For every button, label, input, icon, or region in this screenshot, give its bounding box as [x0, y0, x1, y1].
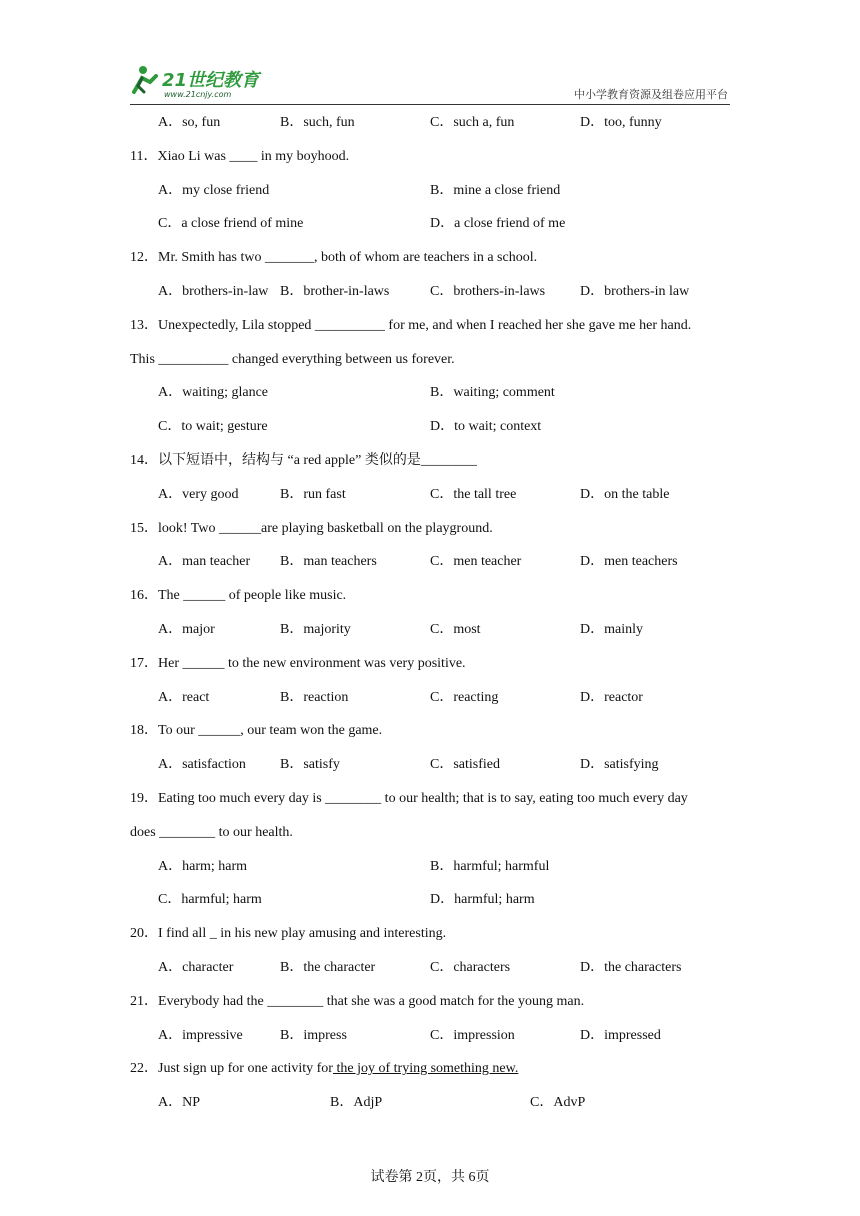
stem-text: 22．Just sign up for one activity for: [130, 1061, 333, 1077]
option-a: A．impressive: [158, 1027, 243, 1043]
option-a: A．react: [158, 689, 210, 705]
option-a: A．so, fun: [158, 115, 221, 130]
option-c: C．impression: [430, 1027, 515, 1043]
option-d: D．men teachers: [580, 554, 678, 570]
option-c: C．AdvP: [530, 1095, 586, 1111]
option-d: D．on the table: [580, 486, 670, 502]
question-11-stem: 11．Xiao Li was ____ in my boyhood.: [130, 148, 350, 164]
option-b: B．man teachers: [280, 554, 377, 570]
question-10-options: [158, 114, 738, 132]
question-13-stem: This __________ changed everything between us forever.: [130, 351, 455, 367]
question-16-options: [158, 621, 738, 639]
option-a: A．character: [158, 960, 234, 975]
question-20-stem: 20．I find all _ in his new play amusing and interesting.: [130, 926, 447, 942]
option-c: C．men teacher: [430, 554, 522, 570]
option-a: A．major: [158, 622, 215, 637]
option-b: D．harmful; harm: [430, 892, 535, 908]
question-13-options: [158, 384, 738, 402]
option-a: C．harmful; harm: [158, 892, 262, 908]
option-a: A．harm; harm: [158, 858, 248, 874]
question-18-stem: 18．To our ______, our team won the game.: [130, 723, 383, 739]
option-b: B．brother-in-laws: [280, 284, 390, 299]
question-20-options: [158, 959, 738, 977]
question-14-options: [158, 486, 738, 504]
option-c: C．reacting: [430, 689, 499, 705]
option-b: D．a close friend of me: [430, 216, 566, 232]
option-a: A．satisfaction: [158, 757, 246, 773]
question-19-options: [158, 858, 738, 876]
question-15-options: [158, 553, 738, 571]
question-18-options: [158, 756, 738, 774]
question-19-stem: 19．Eating too much every day is ________ to our health; that is to say, eating too much every day: [130, 791, 688, 806]
question-19-stem: does ________ to our health.: [130, 824, 293, 840]
question-19-options: [158, 891, 738, 909]
question-15-stem: 15．look! Two ______are playing basketball on the playground.: [130, 520, 493, 536]
option-b: D．to wait; context: [430, 419, 542, 435]
question-13-stem: 13．Unexpectedly, Lila stopped __________ for me, and when I reached her she gave me her hand.: [130, 317, 692, 333]
option-b: B．the character: [280, 960, 376, 975]
question-16-stem: 16．The ______ of people like music.: [130, 588, 347, 604]
option-d: D．brothers-in law: [580, 284, 690, 299]
option-b: B．AdjP: [330, 1095, 383, 1111]
logo-url: www.21cnjy.com: [164, 90, 232, 99]
option-c: C．such a, fun: [430, 115, 515, 130]
question-22-options: [158, 1094, 738, 1112]
question-12-stem: 12．Mr. Smith has two _______, both of whom are teachers in a school.: [130, 250, 538, 266]
question-12-options: [158, 283, 738, 301]
option-c: C．satisfied: [430, 757, 500, 773]
option-a: A．brothers-in-law: [158, 284, 269, 299]
option-a: A．man teacher: [158, 554, 251, 570]
option-c: C．characters: [430, 960, 511, 975]
page-header: [130, 62, 730, 105]
question-14-stem: 14．以下短语中，结构与 “a red apple” 类似的是________: [130, 453, 477, 468]
question-17-stem: 17．Her ______ to the new environment was very positive.: [130, 655, 466, 671]
option-c: C．most: [430, 622, 481, 637]
option-c: C．brothers-in-laws: [430, 284, 546, 299]
option-b: B．run fast: [280, 486, 346, 502]
option-b: B．such, fun: [280, 115, 355, 130]
stem-underlined-text: the joy of trying something new.: [332, 1061, 519, 1077]
question-21-options: [158, 1027, 738, 1045]
option-a: C．to wait; gesture: [158, 419, 268, 435]
option-d: D．the characters: [580, 960, 682, 975]
logo-21cnjy: [130, 62, 280, 100]
option-d: D．impressed: [580, 1027, 661, 1043]
option-d: D．mainly: [580, 622, 643, 637]
logo-text: 21世纪教育: [162, 70, 260, 91]
option-a: A．NP: [158, 1095, 201, 1111]
option-b: B．reaction: [280, 689, 349, 705]
question-22-stem: [130, 1060, 518, 1078]
question-11-options: [158, 215, 738, 233]
question-11-options: [158, 182, 738, 200]
option-b: B．impress: [280, 1027, 347, 1043]
option-b: B．majority: [280, 622, 351, 637]
question-17-options: [158, 689, 738, 707]
question-21-stem: 21．Everybody had the ________ that she was a good match for the young man.: [130, 993, 585, 1009]
option-d: D．reactor: [580, 689, 643, 705]
page-footer: 试卷第 2页，共 6页: [370, 1170, 490, 1185]
option-b: B．harmful; harmful: [430, 858, 550, 874]
option-a: C．a close friend of mine: [158, 216, 304, 232]
option-b: B．mine a close friend: [430, 182, 561, 198]
question-13-options: [158, 418, 738, 436]
option-a: A．very good: [158, 486, 239, 502]
option-c: C．the tall tree: [430, 486, 517, 502]
option-b: B．waiting; comment: [430, 385, 555, 401]
option-d: D．too, funny: [580, 115, 662, 130]
header-platform-text: 中小学教育资源及组卷应用平台: [574, 88, 728, 101]
option-b: B．satisfy: [280, 757, 340, 773]
option-a: A．waiting; glance: [158, 385, 269, 401]
option-d: D．satisfying: [580, 757, 659, 773]
option-a: A．my close friend: [158, 182, 270, 198]
